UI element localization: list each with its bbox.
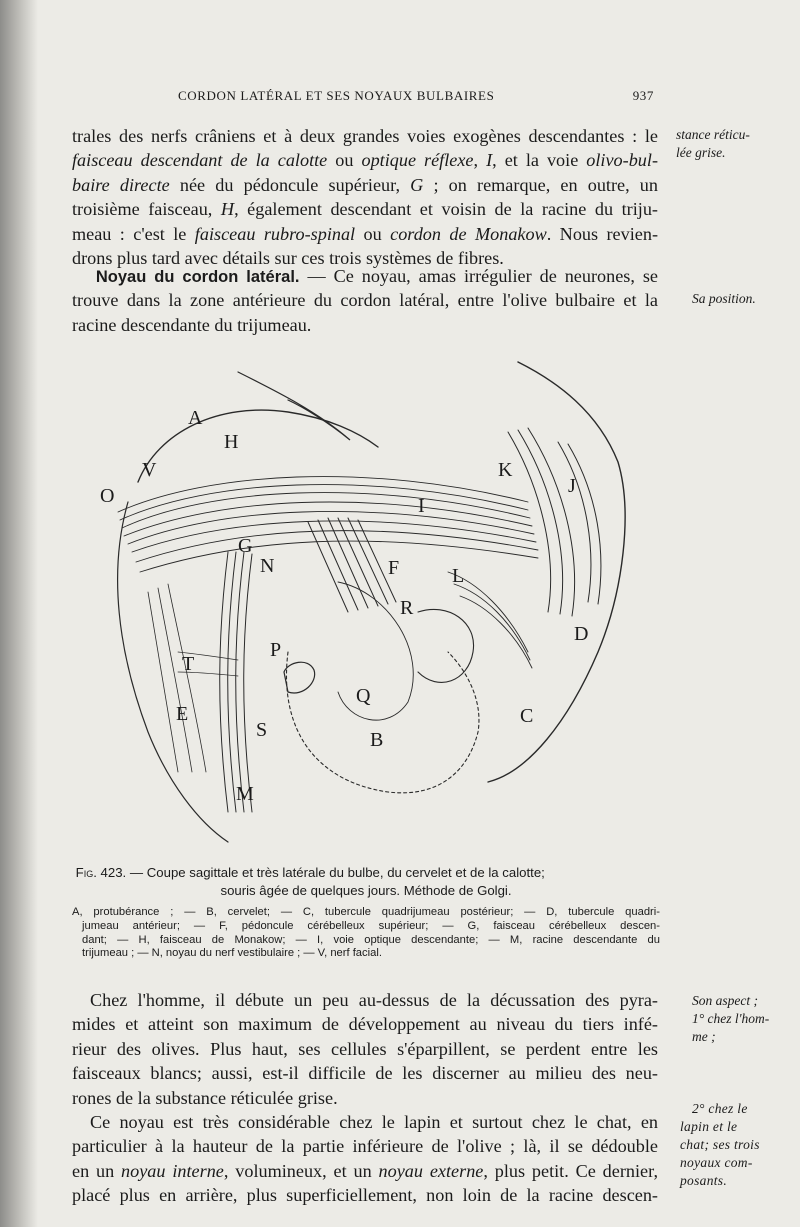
fig-label-F: F [388, 557, 400, 579]
fig-label-P: P [270, 639, 282, 661]
fig-label-T: T [182, 653, 195, 675]
page-edge-shadow [0, 0, 38, 1227]
text-line: mides et atteint son maximum de développement au niveau du tiers infé- [72, 1014, 658, 1035]
fig-label-R: R [400, 597, 414, 619]
text-line: Noyau du cordon latéral. — Ce noyau, amas irrégulier de neurones, se [95, 266, 659, 286]
text-line: particulier à la hauteur de la partie inférieure de l'olive ; là, il se dédouble [72, 1136, 658, 1157]
text-line: en un noyau interne, volumineux, et un noyau externe, plus petit. Ce dernier, [72, 1160, 658, 1181]
figure-legend [72, 906, 660, 961]
margin-note-3: Son aspect ; 1° chez l'hom- me ; [692, 993, 770, 1044]
text-line: troisième faisceau, H, également descendant et voisin de la racine du triju- [72, 199, 658, 220]
fig-label-J: J [568, 475, 576, 497]
fig-label-D: D [574, 623, 589, 645]
caption-line: Fig. 423. — Coupe sagittale et très latérale du bulbe, du cervelet et de la calotte; [75, 865, 545, 880]
page-number: 937 [632, 88, 654, 103]
text-line: Ce noyau est très considérable chez le lapin et surtout chez le chat, en [90, 1111, 658, 1132]
text-line: faisceau descendant de la calotte ou optique réflexe, I, et la voie olivo-bul- [72, 150, 659, 171]
paragraph-2 [72, 264, 658, 337]
fig-label-K: K [498, 459, 513, 481]
margin-note-1: stance réticu- lée grise. [676, 127, 750, 160]
legend-line: trijumeau ; — N, noyau du nerf vestibulaire ; — V, nerf facial. [82, 947, 382, 960]
text-line: trales des nerfs crâniens et à deux grandes voies exogènes descendantes : le [72, 126, 658, 146]
fig-label-Q: Q [356, 685, 371, 707]
fig-label-S: S [256, 719, 268, 741]
legend-line: A, protubérance ; — B, cervelet; — C, tubercule quadrijumeau postérieur; — D, tubercule quadri- [72, 906, 660, 918]
running-header [178, 88, 658, 108]
fig-label-L: L [452, 565, 465, 587]
fig-label-A: A [188, 407, 203, 429]
text-line: racine descendante du trijumeau. [72, 314, 312, 335]
fig-label-I: I [418, 495, 425, 517]
fig-label-O: O [100, 485, 115, 507]
text-line: meau : c'est le faisceau rubro-spinal ou cordon de Monakow. Nous revien- [72, 223, 658, 244]
figure-number: Fig. 423. [75, 865, 127, 880]
fig-label-E: E [176, 703, 189, 725]
text-line: rones de la substance réticulée grise. [72, 1087, 338, 1108]
fig-label-B: B [370, 729, 384, 751]
paragraph-3 [72, 988, 658, 1208]
text-line: Chez l'homme, il débute un peu au-dessus de la décussation des pyra- [90, 990, 658, 1010]
text-line: faisceaux blancs; aussi, est-il difficile de les discerner au milieu des neu- [72, 1063, 658, 1084]
fig-label-H: H [224, 431, 239, 453]
text-line: rieur des olives. Plus haut, ses cellules s'éparpillent, se perdent entre les [72, 1038, 658, 1059]
running-title: CORDON LATÉRAL ET SES NOYAUX BULBAIRES [178, 88, 495, 103]
margin-note-2: Sa position. [692, 291, 756, 306]
text-line: placé plus en arrière, plus superficiellement, non loin de la racine descen- [72, 1185, 658, 1206]
fig-label-V: V [142, 459, 157, 481]
paragraph-1 [72, 124, 658, 270]
margin-note-4: 2° chez le lapin et le chat; ses trois noyaux com- posants. [680, 1101, 760, 1188]
fig-label-N: N [260, 555, 275, 577]
caption-line: souris âgée de quelques jours. Méthode de Golgi. [220, 883, 512, 898]
figure-423 [88, 352, 648, 852]
text-line: trouve dans la zone antérieure du cordon latéral, entre l'olive bulbaire et la [72, 290, 658, 311]
fig-label-G: G [238, 535, 253, 557]
figure-caption [72, 864, 660, 900]
text-line: baire directe née du pédoncule supérieur, G ; on remarque, en outre, un [72, 174, 658, 195]
section-heading: Noyau du cordon latéral. [95, 268, 300, 286]
golgi-section-illustration [88, 352, 648, 852]
fig-label-M: M [236, 783, 254, 805]
text-line: drons plus tard avec détails sur ces trois systèmes de fibres. [72, 247, 504, 268]
fig-label-C: C [520, 705, 534, 727]
legend-line: jumeau antérieur; — F, pédoncule cérébelleux supérieur; — G, faisceau cérébelleux descen- [82, 919, 660, 932]
legend-line: dant; — H, faisceau de Monakow; — I, voie optique descendante; — M, racine descendante du [82, 933, 660, 946]
